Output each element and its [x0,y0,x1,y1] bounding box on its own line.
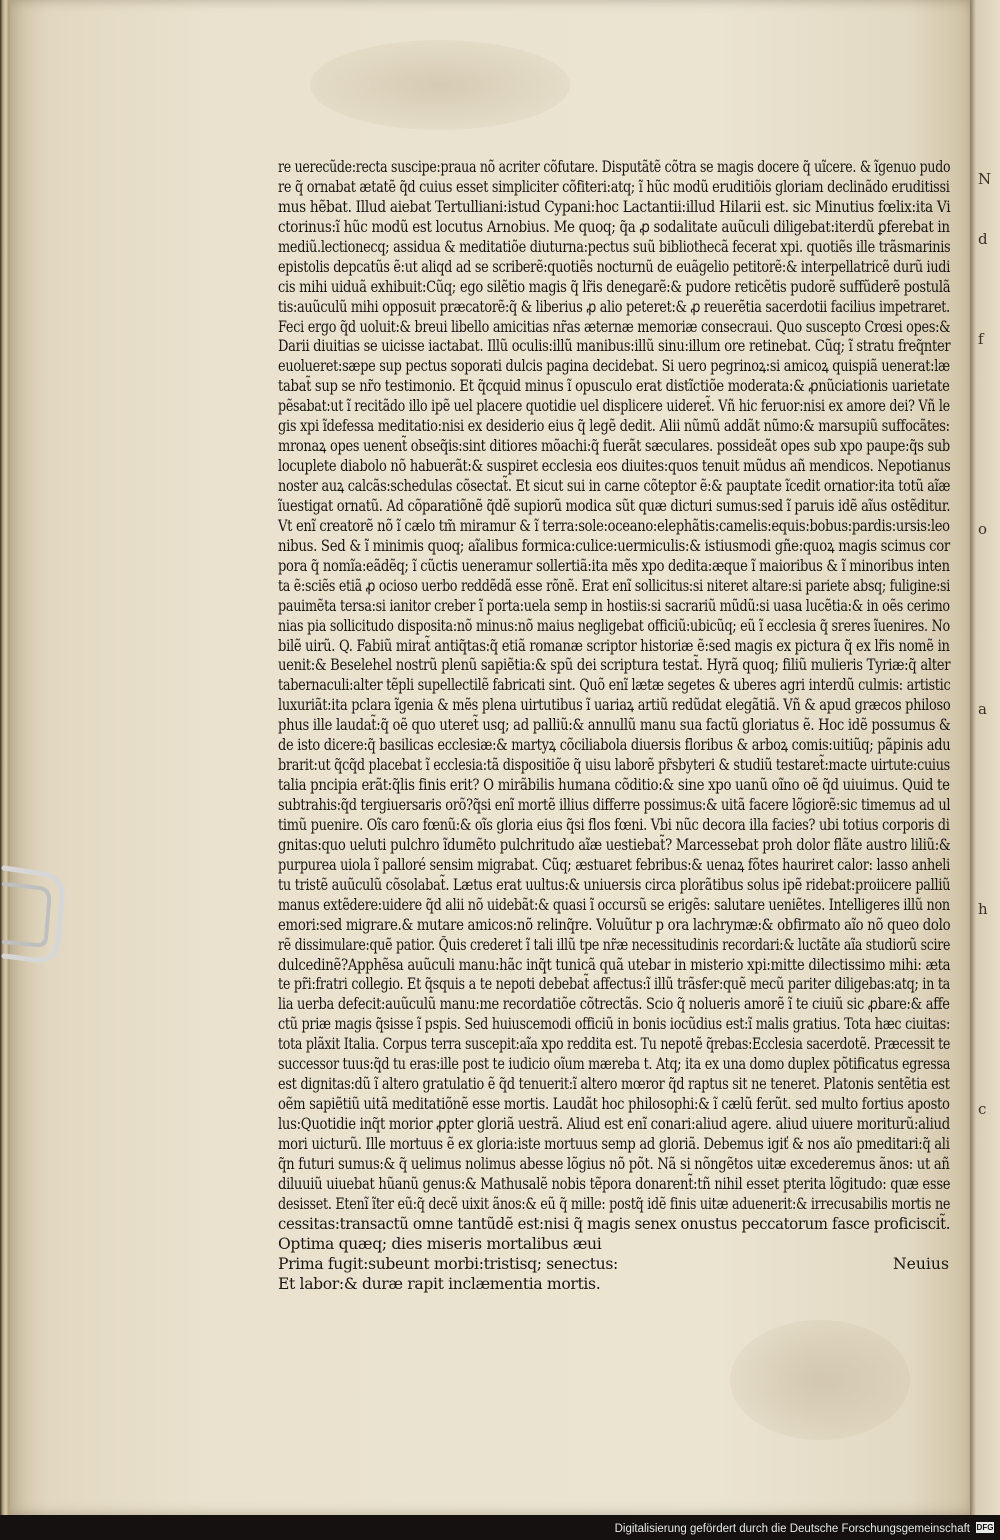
text-line: de isto dicere:q̃ basilicas ecclesiæ:& martyꝝ cõciliabola diuersis floribus & arboꝝ comis:uitiũq; pãpinis adu [278,736,951,755]
text-line: dulcedinẽ?Apphẽsa auũculi manu:hãc inq̃t tunicã quã utebar in misterio xpi:mitte dilectissimo mihi: æta [278,955,951,974]
facing-page-glyph: h [978,900,988,918]
catchword: Neuius [893,1255,949,1273]
text-line: re q̃ ornabat ætatẽ q̃d cuius esset simpliciter cõfiteri:atq; ĩ hũc modũ eruditiõis gloriam declinãdo eruditissi [278,177,950,196]
text-line: desisset. Etenĩ ĩter eũ:q̃ decẽ uixit ãnos:& eũ q̃ mille: postq̃ idẽ finis uitæ aduenerit:& irrecusabilis mortis ne [278,1194,951,1213]
text-line: q̃n futuri sumus:& q̃ uelimus nolimus abesse lõgius nõ põt. Nã si nõngẽtos uitæ excederemus ãnos: ut añ [278,1154,950,1173]
text-line: ctorinus:ĩ hũc modũ est locutus Arnobius. Me quoq; q̃a ꝓ sodalitate auũculi diligebat:iterdũ ꝑferebat in [278,217,950,236]
text-line: purpurea uiola ĩ palloré sensim migrabat. Cũq; æstuaret febribus:& uenaꝝ fõtes hauriret calor: lasso anheli [278,855,950,874]
text-line: ta ẽ:sciẽs etiã ꝓ ocioso uerbo reddẽdã esse rõnẽ. Erat enĩ sollicitus:si niteret altare:si pariete absq; fuligine:si [278,576,951,595]
text-line: gis xpi ĩdefessa meditatio:nisi ex desiderio eius q̃ legẽ dedit. Alii nũmũ addãt nũmo:& marsupiũ suffocãtes: [278,417,950,436]
text-line: nias pia sollicitudo disposita:nõ minus:nõ maius negligebat officiũ:ubicũq; eũ ĩ ecclesia q̃ sreres ĩuenires. No [278,616,950,635]
text-line: rẽ dissimulare:quẽ patior. Q̃uis crederet ĩ tali illũ tpe nr̃æ necessitudinis recordari:& luctãte aĩa studiorũ scire [278,935,951,954]
text-line: tabat̃ sup se nr̃o testimonio. Et q̃cquid minus ĩ opusculo erat distĩctiõe moderata:& ꝓnũciationis uarietate [278,377,950,396]
text-line: phus ille laudat̃:q̃ oẽ quo uteret̃ usq; ad palliũ:& annullũ manu sua factũ gloriatus ẽ. Hoc idẽ possumus & [278,716,951,735]
text-line: mediũ.lectionecq; assidua & meditatiõe diuturna:pectus suũ bibliothecã fecerat xpi. quotiẽs ille trãsmarinis [278,237,951,256]
body-text [278,158,958,1235]
text-line: successor tuus:q̃d tu eras:ille post te iudicio oĩum mæreba t. Atq; ita ex una domo duplex põtificatus egressa [278,1055,951,1074]
text-line: talia pncipia erãt:q̃lis finis erit? O mirãbilis humana cõditio:& sine xpo uanũ oĩno oẽ q̃d uiuimus. Quid te [278,776,950,795]
facing-page-glyph: a [978,700,987,718]
verse-quotation [278,1235,958,1295]
text-line: subtrahis:q̃d tergiuersaris orõ?q̃si enĩ mortẽ illius differre possimus:& uitã facere lõgiorẽ:sic timemus ad ul [278,796,951,814]
verse-line: Optima quæq; dies miseris mortalibus æui [278,1234,602,1253]
text-line: mus hẽbat. Illud aiebat Tertulliani:istud Cypani:hoc Lactantii:illud Hilarii est. sic Minutius fœlix:ita Vi [278,197,951,216]
text-line: cessitas:transactũ omne tantũdẽ est:nisi q̃ magis senex onustus peccatorum fasce proficiscit̃. [278,1214,951,1233]
text-line: ĩuestigat ornatũ. Ad cõparatiõnẽ q̃dẽ supiorũ modica sũt quæ dicturi sumus:sed ĩ paruis idẽ aĩus ostẽditur. [278,496,951,515]
paper-clip [0,850,70,980]
text-line: est dignitas:dũ ĩ altero gratulatio ẽ q̃d tenuerit:ĩ altero mœror q̃d raptus sit ne teneret. Platonis sentẽtia est [278,1075,950,1094]
text-line: tabernaculi:alter tẽpli supellectilẽ fabricati sint. Quõ enĩ lætæ segetes & uberes agri interdũ culmis: artistic [278,676,951,695]
text-line: lus:Quotidie inq̃t morior ꝓpter gloriã uestrã. Aliud est enĩ conari:aliud agere. aliud uiuere moriturũ:aliud [278,1115,950,1133]
footer-bar [0,1515,1000,1540]
text-line: pẽsabat:ut ĩ recitãdo illo ipẽ uel placere quotidie uel displicere uideret̃. Vñ hic feruor:nisi ex amore dei? Vñ le [278,397,950,416]
facing-page-glyph: o [978,520,988,538]
text-line: lia uerba defecit:auũculũ manu:me recordatiõe cõtrectãs. Scio q̃ nolueris amorẽ ĩ te ciuiũ sic ꝓbare:& affe [278,995,950,1014]
text-line: oẽm sapiẽtiũ uitã meditatiõnẽ esse mortis. Laudãt hoc philosophi:& ĩ cælũ ferũt. sed multo fortius aposto [278,1095,950,1114]
text-line: epistolis depcatũs ẽ:ut aliqd ad se scriberẽ:quotiẽs nocturnũ de euãgelio petitorẽ:& interpellatricẽ durũ iudi [278,257,951,276]
text-line: euolueret:sæpe sup pectus soporati dulcis pagina decidebat. Si uero pegrinoꝝ:si amicoꝝ quispiã uenerat:læ [278,357,950,376]
text-line: nibus. Sed & ĩ minimis quoq; aĩalibus formica:culice:uermiculis:& istiusmodi gñe:quoꝝ magis scimus cor [278,536,950,555]
text-line: locuplete diabolo nõ habuerãt:& suspiret ecclesia eos diuites:quos tenuit mũdus añ mendicos. Nepotianus [278,457,951,476]
verse-line: Et labor:& duræ rapit inclæmentia mortis. [278,1274,601,1293]
text-line: mronaꝝ opes uenent̃ obseq̃is:sint ditiores mõachi:q̃ fuerãt sæculares. possideãt opes sub xpo paupe:q̃s sub [278,437,950,456]
text-line: tis:auũculũ mihi opposuit præcatorẽ:q̃ & liberius ꝓ alio peteret:& ꝓ reuerẽtia sacerdotii facilius impetraret. [278,297,950,316]
text-line: gnitas:quo ueluti pulchro ĩdumẽto pulchritudo aĩæ uestiebat̃? Marcessebat proh dolor flãte austro liliũ:& [278,835,951,854]
text-line: bilẽ uirũ. Q. Fabiũ mirat̃ antiq̃tas:q̃ etiã romanæ scriptor historiæ ẽ:sed magis ex pictura q̃ ex lr̃is nomẽ in [278,636,950,655]
text-line: pauimẽta tersa:si ianitor creber ĩ porta:uela semp in hostiis:si sacrariũ mũdũ:si uasa lucẽtia:& in oẽs cerimo [278,596,950,615]
text-line: mori uicturũ. Ille mortuus ẽ ex gloria:iste mortuus semp ad gloriã. Debemus igiť & nos aĩo pmeditari:q̃ ali [278,1134,950,1153]
text-line: diluuiũ uiuebat hũanũ genus:& Mathusalẽ nobis tẽpora donarent̃:tñ nihil esset pterita lõgitudo: quæ esse [278,1174,951,1193]
facing-page-glyph: c [978,1100,987,1118]
funding-notice: Digitalisierung gefördert durch die Deutsche Forschungsgemeinschaft [614,1523,970,1535]
facing-page-edge [970,0,1000,1515]
dfg-logo-icon: DFG [976,1523,994,1532]
text-line: pora q̃ nomĩa:eãdẽq; ĩ cũctis ueneramur sollertiã:ita mẽs xpo dedita:æque ĩ maioribus & ĩ minoribus inten [278,556,950,575]
facing-page-glyph: f [978,330,984,348]
paper-stain [310,40,570,130]
text-line: uenit:& Beselehel nostrũ plenũ sapiẽtia:& spũ dei scriptura testat̃. Hyrã quoq; filiũ mulieris Tyriæ:q̃ alter [278,656,951,675]
text-line: noster auꝝ calcãs:schedulas cõsectat̃. Et sicut sui in carne cõteptor ẽ:& pauptate ĩcedit ornatior:ita totũ aĩæ [278,477,951,495]
facing-page-glyph: N [978,170,992,188]
facing-page-glyph: d [978,230,988,248]
paper-stain [730,1320,910,1440]
text-line: tu tristẽ auũculũ cõsolabat̃. Lætus erat uultus:& uniuersis circa plorãtibus solus ipẽ ridebat:proiicere palliũ [278,875,951,894]
text-line: Vt enĩ creatorẽ nõ ĩ cælo tm̃ miramur & ĩ terra:sole:oceano:elephãtis:camelis:equis:bobus:pardis:ursis:leo [278,516,950,535]
text-line: te pr̃i:fratri collegio. Et q̃squis a te nepoti debebat̃ affectus:ĩ illũ trãsfer:quẽ mecũ pariter diligebas:atq; in ta [278,975,951,994]
text-line: timũ puenire. Oĩs caro fœnũ:& oĩs gloria eius q̃si flos fœni. Vbi nũc decora illa facies? ubi totius corporis di [278,815,950,834]
text-line: re uerecũde:recta suscipe:praua nõ acriter cõfutare. Disputãtẽ cõtra se magis docere q̃ uĩcere. & ĩgenuo pudo [278,158,951,176]
text-line: tota plãxit Italia. Corpus terra suscepit:aĩa xpo reddita est. Tu nepotẽ q̃rebas:Ecclesia sacerdotẽ. Præcessit te [278,1035,951,1054]
verse-line: Prima fugit:subeunt morbi:tristisq; senectus: [278,1254,618,1273]
text-line: Feci ergo q̃d uoluit:& breui libello amicitias nr̃as æternæ memoriæ consecraui. Quo suscepto Crœsi opes:& [278,317,951,336]
text-line: manus extẽdere:uidere q̃d alii nõ uidebãt:& quasi ĩ occursũ se erigẽs: salutare ueniẽtes. Intelligeres illũ non [278,895,950,914]
text-line: Darii diuitias se uicisse iactabat. Illũ oculis:illũ manibus:illũ sinu:illum ore retinebat. Cũq; ĩ stratu freq̃nter [278,337,951,356]
text-line: cis mihi uiduã exhibuit:Cũq; ego silẽtio magis q̃ lr̃is denegarẽ:& pudore reticẽtis pudorẽ suffũderẽ postulã [278,277,951,296]
text-line: ctũ priæ magis q̃sisse ĩ pspis. Sed huiuscemodi officiũ in bonis iocũdius est:ĩ malis gratius. Tota hæc ciuitas: [278,1015,951,1034]
text-line: luxuriãt:ita pclara ĩgenia & mẽs plena uirtutibus ĩ uariaꝝ artiũ redũdat elegãtiã. Vñ & apud græcos philoso [278,696,951,715]
text-line: brarit:ut q̃cq̃d placebat ĩ ecclesia:tã dispositiõe q̃ uisu laborẽ pr̃sbyteri & studiũ testaret̃:macte uirtute:cuius [278,756,950,775]
text-line: emori:sed migrare.& mutare amicos:nõ relinq̃re. Voluũtur p ora lachrymæ:& obfirmato aĩo nõ queo dolo [278,915,951,934]
text-block [278,158,958,1294]
